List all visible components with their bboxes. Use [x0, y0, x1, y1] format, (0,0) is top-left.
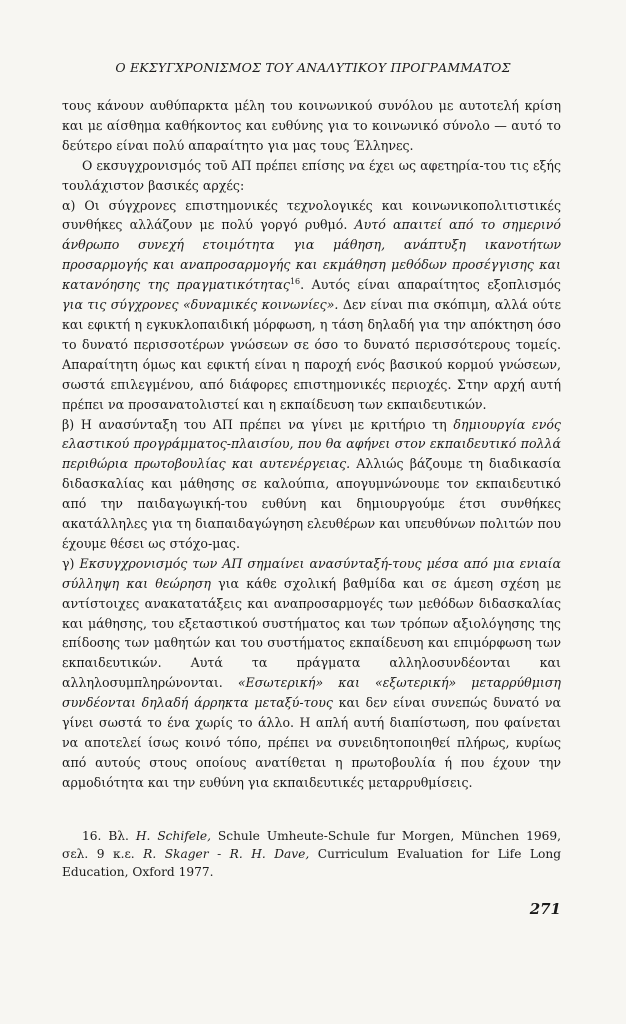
footnote-number: 16. Βλ. — [82, 829, 136, 843]
principle-a-emphasis-2: για τις σύγχρονες «δυναμικές κοινωνίες». — [62, 297, 339, 313]
main-text — [62, 96, 561, 793]
principle-a-middle: . Αυτός είναι απαραίτητος εξοπλισμός — [300, 277, 561, 293]
principle-b-rest: Αλλιώς βάζουμε τη διαδικασία διδασκαλίας και μάθησης σε καλούπια, απογυμνώνουμε τον εκπαιδευτικό από την παιδαγωγική-του ευθύνη και δημιουργούμε έτσι συνθήκες ακατάλληλες για τη διαπαιδαγώγηση ελευθέρων και υπευθύνων πολιτών που έχουμε θέσει ως στόχο-μας. — [62, 456, 561, 551]
page-number: 271 — [529, 900, 561, 918]
principle-c-lead: γ) — [62, 555, 80, 571]
principle-a-emphasis: Αυτό απαιτεί από το σημερινό άνθρωπο συνεχή ετοιμότητα για μάθηση, ανάπτυξη ικανοτήτων προσαρμογής και αναπροσαρμογής και εκμάθηση μεθόδων προσέγγισης και κατανόησης της πραγματικότητας — [62, 217, 562, 293]
principle-b-emphasis: δημιουργία ενός ελαστικού προγράμματος-πλαισίου, που θα αφήνει στον εκπαιδευτικό πολλά περιθώρια πρωτοβουλίας και αυτενέργειας. — [62, 416, 561, 472]
principle-c-end: και δεν είναι συνεπώς δυνατό να γίνει σωστά το ένα χωρίς το άλλο. Η απλή αυτή διαπίστωση, που φαίνεται να αποτελεί ίσως κοινό τόπο, πρέπει να συνειδητοποιηθεί πλήρως, κυρίως από αυτούς στους οποίους ανατίθεται η πρωτοβουλία ή που έχουν την αρμοδιότητα και την ευθύνη για εκπαιδευτικές μεταρρυθμίσεις. — [62, 695, 561, 790]
principle-b — [62, 415, 561, 554]
principle-b-lead: β) Η ανασύνταξη του ΑΠ πρέπει να γίνει με κριτήριο τη — [62, 416, 454, 432]
footnote-title-2: Curriculum Evaluation for Life Long Education, Oxford 1977. — [62, 847, 561, 879]
footnote-16 — [62, 827, 561, 881]
principle-c — [62, 554, 561, 793]
running-header: Ο ΕΚΣΥΓΧΡΟΝΙΣΜΟΣ ΤΟΥ ΑΝΑΛΥΤΙΚΟΥ ΠΡΟΓΡΑΜΜΑΤΟΣ — [115, 60, 511, 75]
principle-c-emphasis-2: «Εσωτερική» και «εξωτερική» μεταρρύθμιση συνδέονται δηλαδή άρρηκτα μεταξύ-τους — [62, 675, 561, 711]
principle-c-emphasis: Εκσυγχρονισμός των ΑΠ σημαίνει ανασύνταξή-τους μέσα από μια ενιαία σύλληψη και θεώρηση — [62, 555, 561, 591]
footnote — [62, 827, 561, 881]
footnote-title-1: Schule Umheute-Schule fur Morgen, München 1969, σελ. 9 κ.ε. — [62, 829, 561, 861]
principle-a-rest: Δεν είναι πια σκόπιμη, αλλά ούτε και εφικτή η εγκυκλοπαιδική μόρφωση, η τάση δηλαδή για την απόκτηση όσο το δυνατό περισσοτέρων γνώσεων σε όσο το δυνατό περισσότερους τομείς. Απαραίτητη όμως και εφικτή είναι η παροχή ενός βασικού κορμού γνώσεων, σωστά επιλεγμένου, από διάφορες επιστημονικές περιοχές. Στην αρχή αυτή πρέπει να προσανατολιστεί και η εκπαίδευση των εκπαιδευτικών. — [62, 297, 561, 412]
footnote-author-1: H. Schifele, — [135, 829, 211, 843]
paragraph-continuation: τους κάνουν αυθύπαρκτα μέλη του κοινωνικού συνόλου με αυτοτελή κρίση και με αίσθημα καθήκοντος και ευθύνης για το κοινωνικό σύνολο — αυτό το δεύτερο είναι πολύ απαραίτητο για μας τους Έλληνες. — [62, 98, 561, 153]
paragraph-principles-intro: Ο εκσυγχρονισμός τοῦ ΑΠ πρέπει επίσης να έχει ως αφετηρία-του τις εξής τουλάχιστον βασικές αρχές: — [62, 157, 561, 193]
footnote-author-2: R. Skager - R. H. Dave, — [143, 847, 310, 861]
principle-a-lead: α) Οι σύγχρονες επιστημονικές τεχνολογικές και κοινωνικοπολιτιστικές συνθήκες αλλάζουν με πολύ γοργό ρυθμό. — [62, 197, 561, 233]
footnote-ref: 16 — [289, 276, 301, 286]
principle-c-rest: για κάθε σχολική βαθμίδα και σε άμεση σχέση με αντίστοιχες ανακατατάξεις και αναπροσαρμογές των μεθόδων διδασκαλίας και μάθησης, του εξεταστικού συστήματος και των τρόπων αξιολόγησης της επίδοσης των μαθητών και του συστήματος εκπαίδευση και επιμόρφωση των εκπαιδευτικών. Αυτά τα πράγματα αλληλοσυνδέονται και αλληλοσυμπληρώνονται. — [62, 575, 561, 691]
principle-a — [62, 196, 561, 415]
